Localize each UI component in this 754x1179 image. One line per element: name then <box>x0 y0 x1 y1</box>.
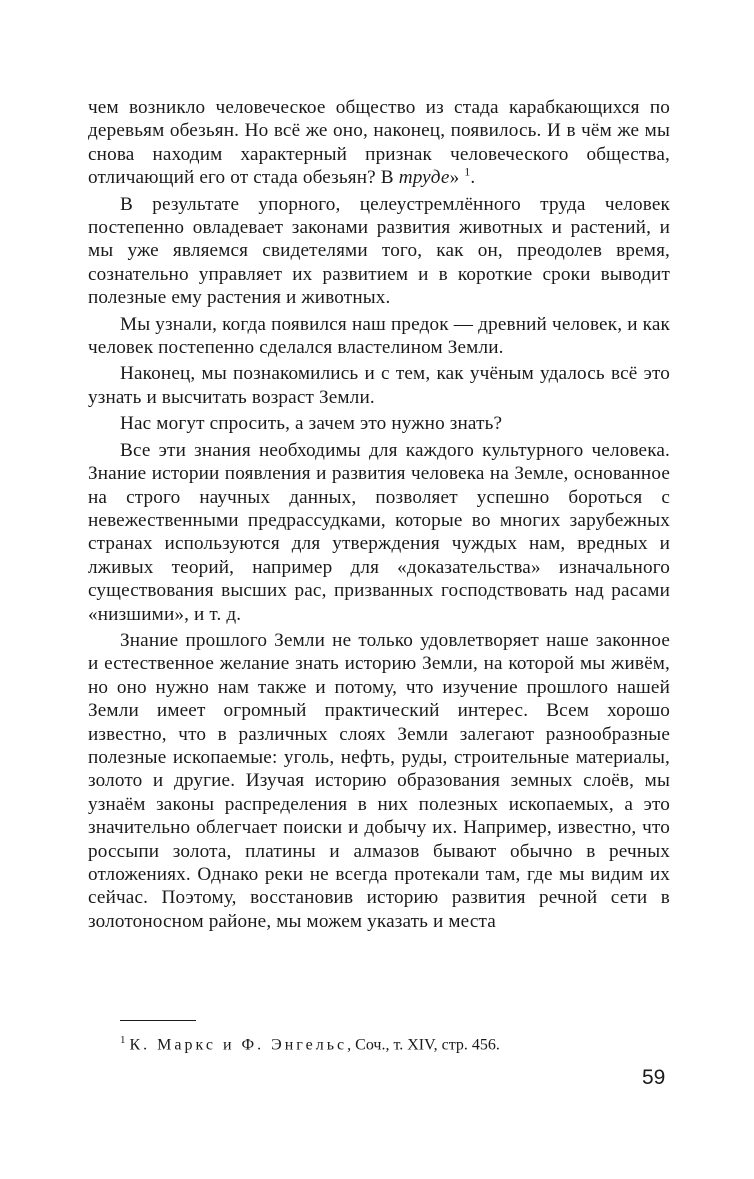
paragraph-4: Наконец, мы познакомились и с тем, как учёным удалось всё это узнать и высчитать возраст Земли. <box>88 363 670 408</box>
page-number: 59 <box>642 1066 666 1089</box>
paragraph-1 <box>88 96 670 190</box>
page-body <box>88 96 670 933</box>
paragraph-1-emphasis: труде <box>398 167 450 189</box>
paragraph-7: Знание прошлого Земли не только удовлетворяет наше законное и естественное желание знать историю Земли, на которой мы живём, но оно нужно нам также и потому, что изучение прошлого нашей Земли имеет огромный практический интерес. Всем хорошо известно, что в различных слоях Земли залегают разнообразные полезные ископаемые: уголь, нефть, руды, строительные материалы, золото и другие. Изучая историю образования земных слоёв, мы узнаём законы распределения в них полезных ископаемых, а это значительно облегчает поиски и добычу их. Например, известно, что россыпи золота, платины и алмазов бывают обычно в речных отложениях. Однако реки не всегда протекали там, где мы видим их сейчас. Поэтому, восстановив историю развития речной сети в золотоносном районе, мы можем указать и места <box>88 629 670 932</box>
footnote-reference: 1 <box>464 164 471 179</box>
paragraph-2: В результате упорного, целеустремлённого труда человек постепенно овладевает законами развития животных и растений, и мы уже являемся свидетелями того, как он, преодолев время, сознательно управляет их развитием и в короткие сроки выводит полезные ему растения и животных. <box>88 193 670 309</box>
paragraph-6: Все эти знания необходимы для каждого культурного человека. Знание истории появления и развития человека на Земле, основанное на строго научных данных, позволяет успешно бороться с невежественными предрассудками, которые во многих зарубежных странах используются для утверждения чуждых нам, вредных и лживых теорий, например для «доказательства» изначального существования высших рас, призванных господствовать над расами «низшими», и т. д. <box>88 439 670 625</box>
paragraph-1-quote-close: » <box>449 167 465 189</box>
footnote <box>120 1030 500 1055</box>
paragraph-3: Мы узнали, когда появился наш предок — древний человек, и как человек постепенно сделался властелином Земли. <box>88 313 670 359</box>
paragraph-5: Нас могут спросить, а зачем это нужно знать? <box>120 413 503 435</box>
footnote-author: К. Маркс и Ф. Энгельс <box>129 1036 348 1054</box>
paragraph-1-text: чем возникло человеческое общество из стада карабкающихся по деревьям обезьян. Но всё же оно, наконец, появилось. И в чём же мы снова находим характерный признак человеческого общества, отличающий его от стада обезьян? В <box>88 97 670 189</box>
footnote-mark: 1 <box>120 1034 126 1046</box>
footnote-source: , Соч., т. XIV, стр. 456. <box>347 1036 500 1054</box>
paragraph-1-tail: . <box>470 167 476 189</box>
footnote-divider <box>120 1020 196 1021</box>
